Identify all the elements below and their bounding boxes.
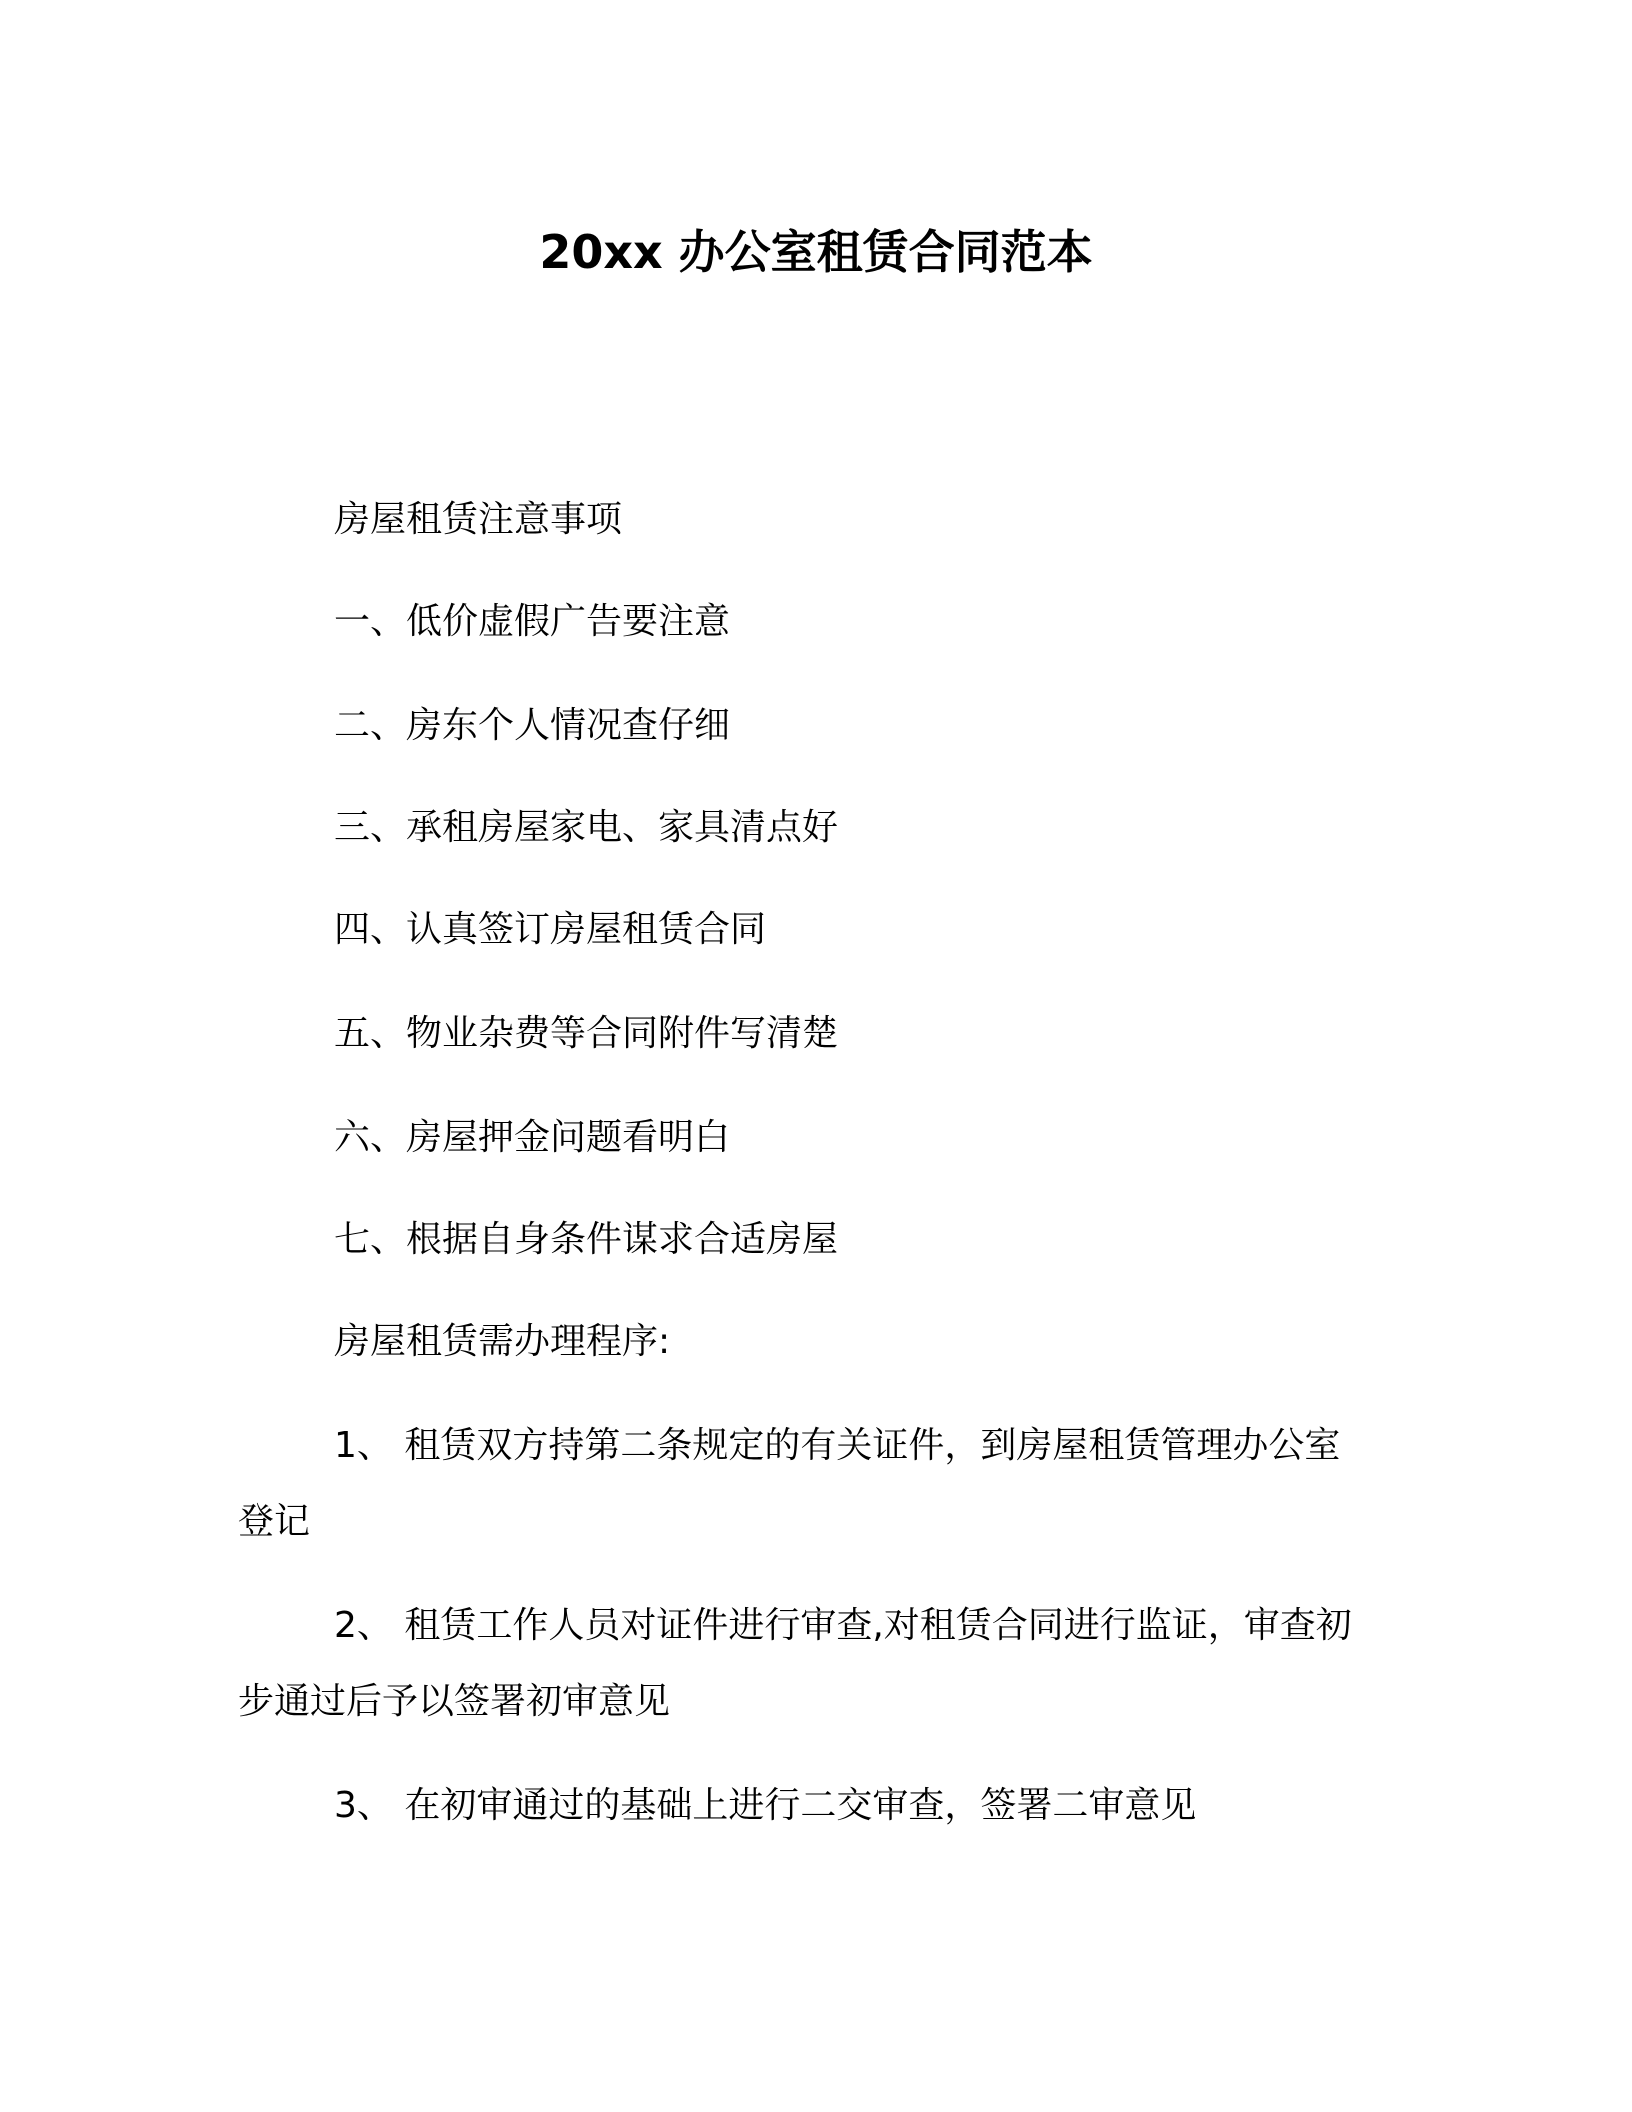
note-item: 六、房屋押金问题看明白 bbox=[334, 1117, 731, 1158]
procedure-heading: 房屋租赁需办理程序: bbox=[334, 1321, 671, 1362]
document-title: 20xx 办公室租赁合同范本 bbox=[539, 225, 1093, 279]
procedure-step-line: 3、 在初审通过的基础上进行二交审查，签署二审意见 bbox=[334, 1785, 1197, 1826]
note-item: 七、根据自身条件谋求合适房屋 bbox=[334, 1219, 839, 1260]
procedure-step-line: 2、 租赁工作人员对证件进行审查,对租赁合同进行监证，审查初 bbox=[334, 1605, 1352, 1646]
notes-heading: 房屋租赁注意事项 bbox=[334, 499, 623, 540]
procedure-step-line: 1、 租赁双方持第二条规定的有关证件，到房屋租赁管理办公室 bbox=[334, 1425, 1341, 1466]
note-item: 五、物业杂费等合同附件写清楚 bbox=[334, 1013, 839, 1054]
note-item: 一、低价虚假广告要注意 bbox=[334, 601, 731, 642]
note-item: 二、房东个人情况查仔细 bbox=[334, 705, 731, 746]
procedure-step-line: 登记 bbox=[238, 1501, 311, 1542]
procedure-step-line: 步通过后予以签署初审意见 bbox=[238, 1681, 671, 1722]
note-item: 三、承租房屋家电、家具清点好 bbox=[334, 807, 839, 848]
note-item: 四、认真签订房屋租赁合同 bbox=[334, 909, 767, 950]
